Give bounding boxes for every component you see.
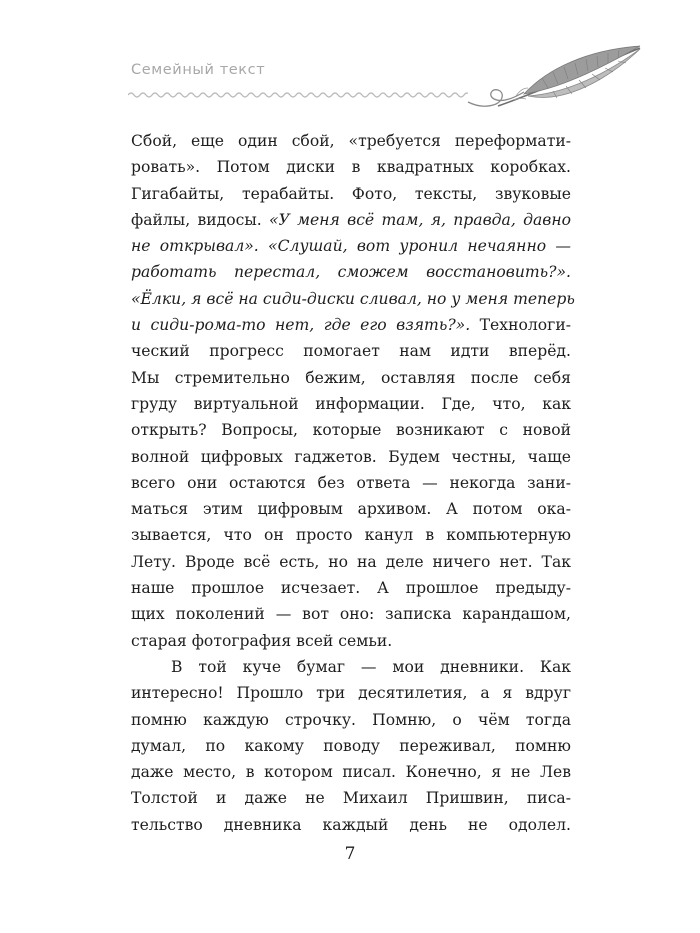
text-line: наше прошлое исчезает. А прошлое предыду- (131, 579, 571, 598)
text-line: Мы стремительно бежим, оставляя после себя (131, 368, 571, 387)
text-line: груду виртуальной информации. Где, что, как (131, 394, 571, 413)
wavy-rule-ornament (128, 88, 468, 102)
text-line: В той куче бумаг — мои дневники. Как (171, 657, 571, 676)
text-line: файлы, видосы. «У меня всё там, я, правда, давно (131, 210, 571, 229)
text-line: ческий прогресс помогает нам идти вперёд. (131, 342, 571, 361)
running-head: Семейный текст (131, 62, 266, 78)
text-line: Лету. Вроде всё есть, но на деле ничего нет. Так (131, 552, 571, 571)
page-number: 7 (344, 844, 356, 864)
feather-quill-icon (458, 34, 648, 124)
text-line: работать перестал, сможем восстановить?». (131, 263, 571, 282)
text-line: «Ёлки, я всё на сиди-диски сливал, но у меня теперь (131, 289, 575, 308)
text-line: тельство дневника каждый день не одолел. (131, 815, 571, 834)
text-line: щих поколений — вот оно: записка карандашом, (131, 605, 571, 624)
text-line: и сиди-рома-то нет, где его взять?». Технологи- (131, 316, 571, 335)
text-line: думал, по какому поводу переживал, помню (131, 736, 571, 755)
text-line: Сбой, еще один сбой, «требуется переформати- (131, 132, 571, 150)
text-line: не открывал». «Слушай, вот уронил нечаянно — (131, 237, 571, 256)
text-line: интересно! Прошло три десятилетия, а я вдруг (131, 684, 571, 703)
body-text (131, 128, 575, 838)
text-line: открыть? Вопросы, которые возникают с новой (131, 421, 571, 440)
text-line: маться этим цифровым архивом. А потом ока- (131, 500, 571, 519)
text-line: зывается, что он просто канул в компьютерную (131, 526, 571, 545)
text-line: ровать». Потом диски в квадратных коробках. (131, 158, 571, 177)
text-line: всего они остаются без ответа — некогда зани- (131, 473, 571, 492)
text-line: старая фотография всей семьи. (131, 631, 393, 650)
text-line: волной цифровых гаджетов. Будем честны, чаще (131, 447, 571, 466)
text-line: помню каждую строчку. Помню, о чём тогда (131, 710, 571, 729)
text-line: Толстой и даже не Михаил Пришвин, писа- (131, 789, 571, 808)
text-line: Гигабайты, терабайты. Фото, тексты, звуковые (131, 184, 571, 203)
text-line: даже место, в котором писал. Конечно, я не Лев (131, 763, 571, 782)
